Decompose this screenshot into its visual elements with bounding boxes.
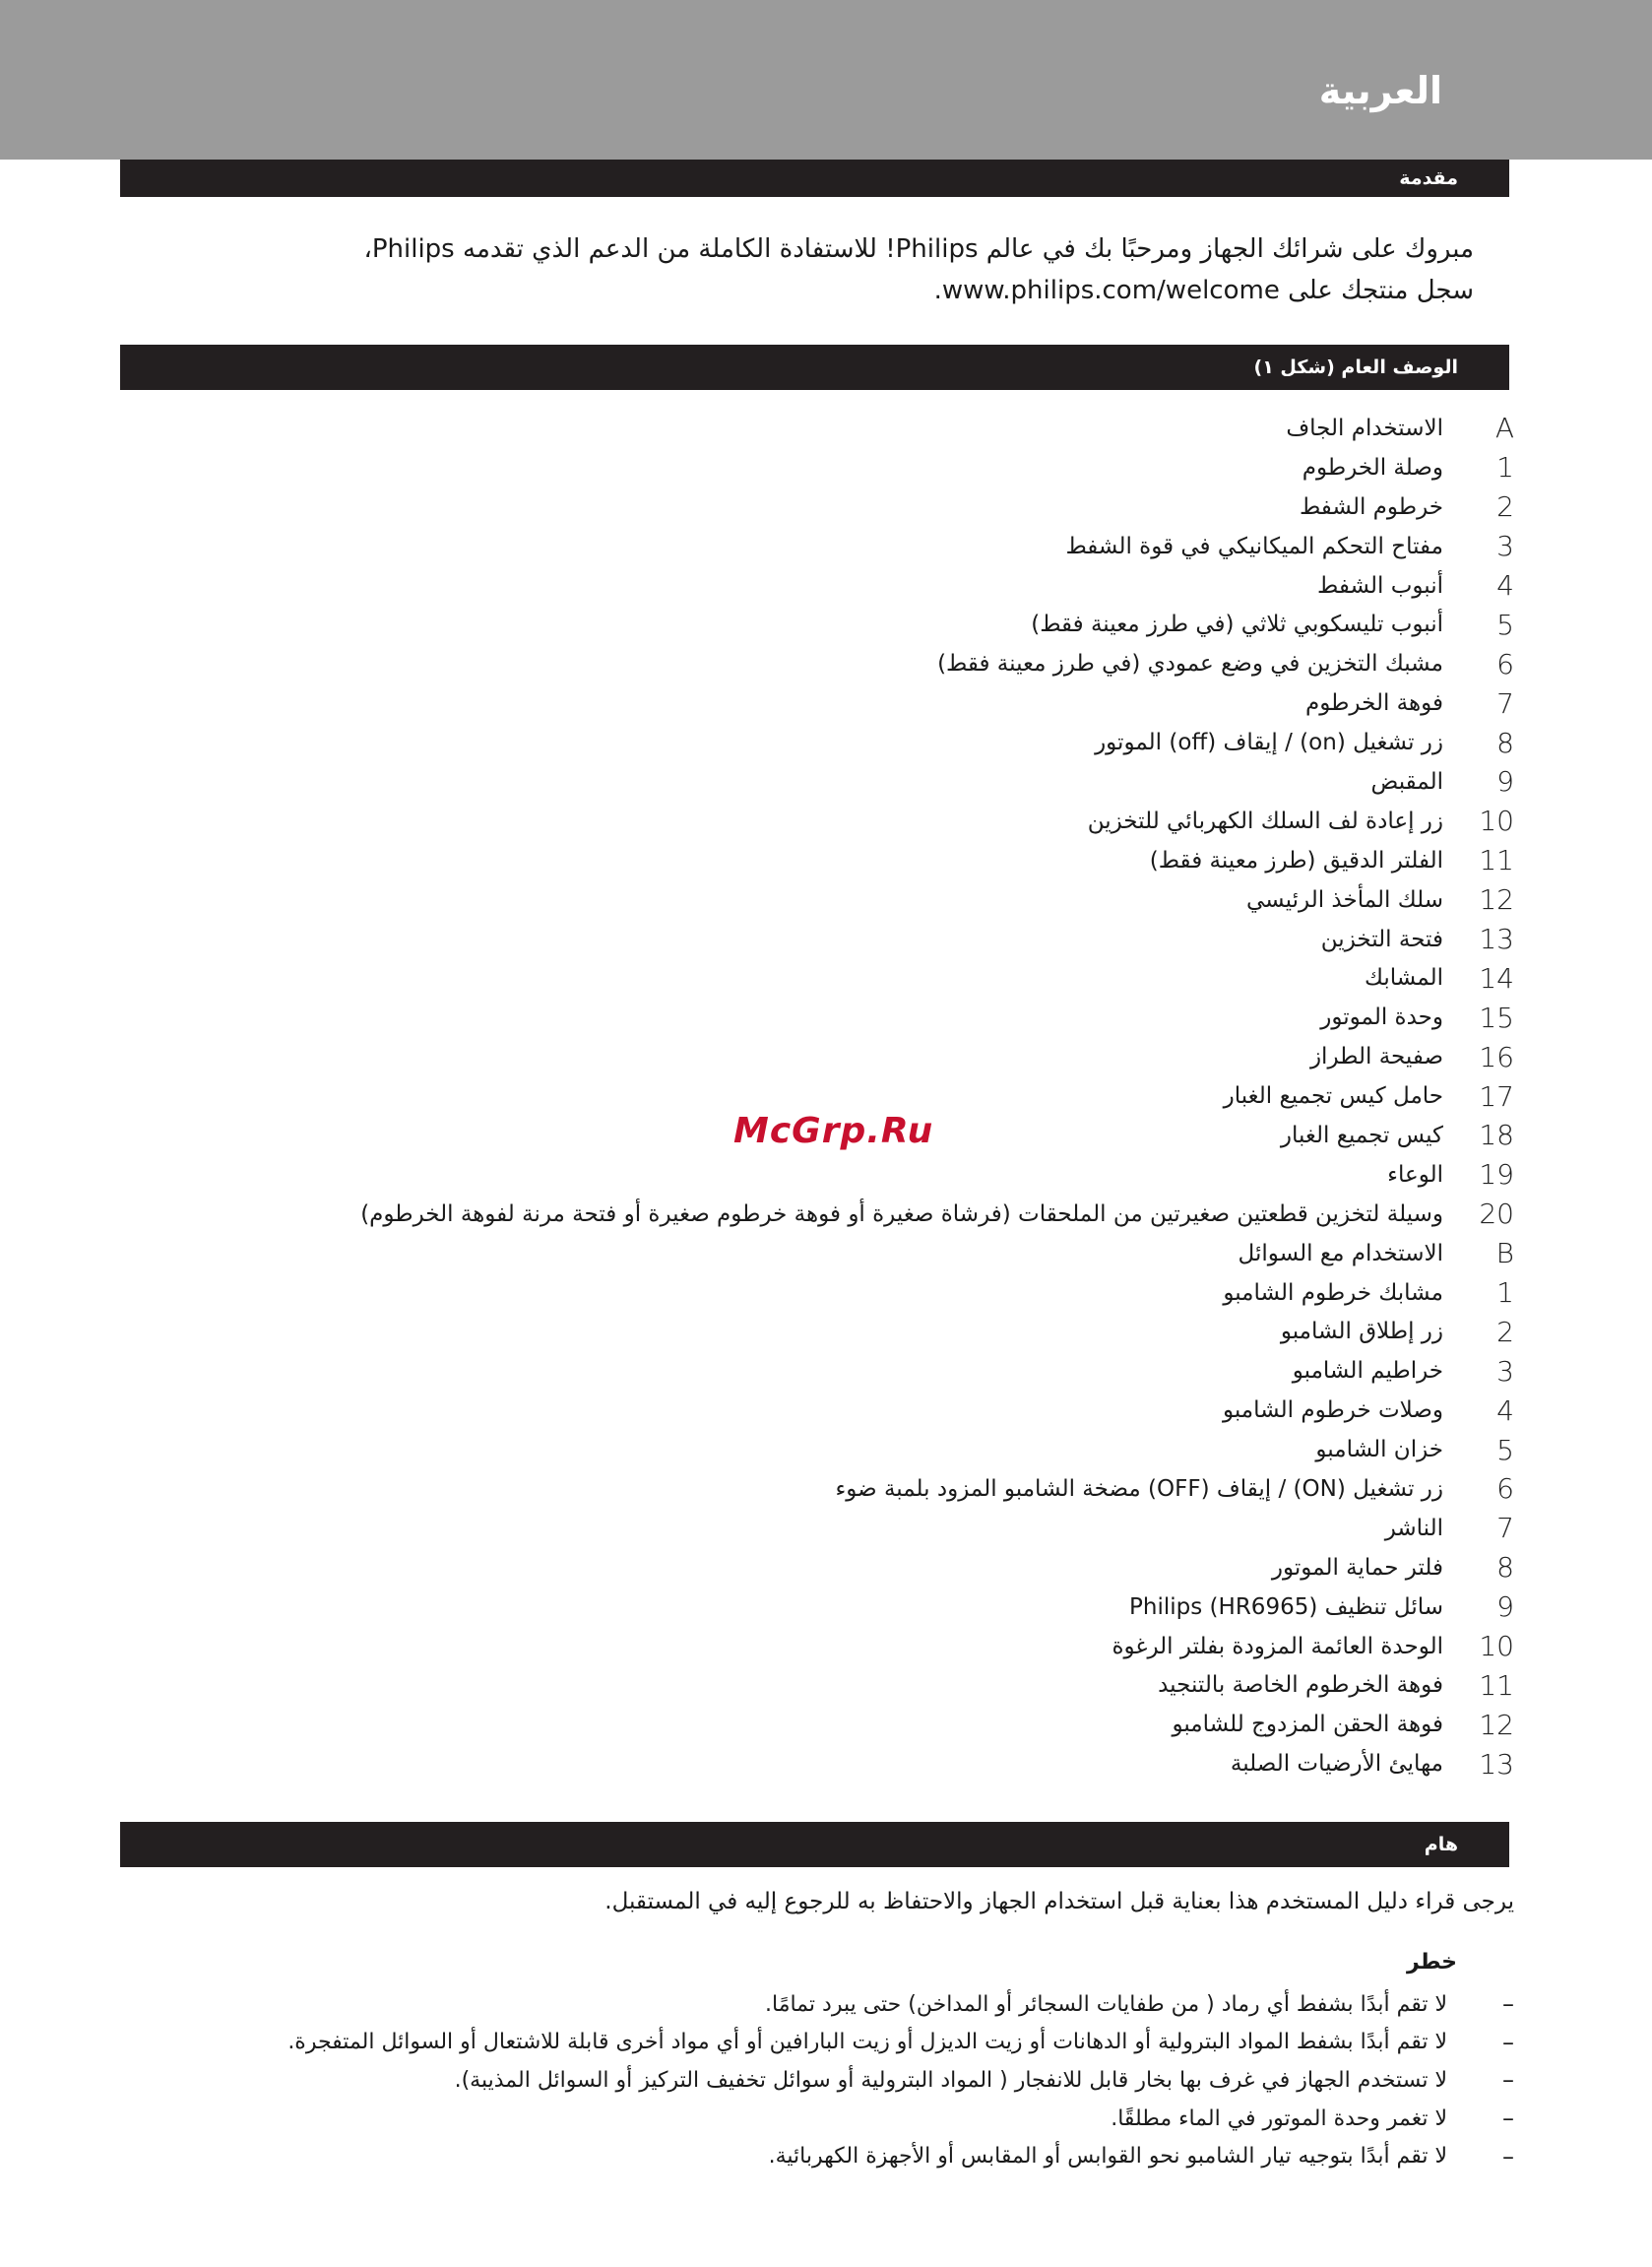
item-number: 12 [1479, 883, 1514, 917]
list-item [256, 1391, 1514, 1430]
list-item [256, 762, 1514, 802]
item-text: أنبوب تليسكوبي ثلاثي (في طرز معينة فقط) [1031, 612, 1443, 638]
list-item [256, 566, 1514, 606]
item-number: 1 [1496, 1276, 1514, 1310]
item-number: 20 [1479, 1198, 1514, 1231]
list-item [256, 448, 1514, 487]
item-text: فلتر حماية الموتور [1271, 1554, 1443, 1581]
danger-text: لا تقم أبدًا بشفط أي رماد ( من طفايات السجائر أو المداخن) حتى يبرد تمامًا. [765, 1991, 1447, 2017]
danger-title: خطر [1407, 1950, 1457, 1975]
item-number: 4 [1496, 569, 1514, 602]
list-item [256, 1666, 1514, 1706]
list-item [256, 958, 1514, 998]
section-header-general-description [120, 345, 1509, 390]
item-text: زر إعادة لف السلك الكهربائي للتخزين [1087, 808, 1443, 834]
item-number: 15 [1479, 1001, 1514, 1034]
item-number: 19 [1479, 1158, 1514, 1192]
list-item [256, 1705, 1514, 1744]
item-number: 18 [1479, 1119, 1514, 1152]
item-text: فوهة الحقن المزدوج للشامبو [1172, 1712, 1443, 1738]
item-text: زر إطلاق الشامبو [1280, 1319, 1443, 1345]
item-text: كيس تجميع الغبار [1280, 1122, 1443, 1148]
list-item [256, 487, 1514, 527]
dash-bullet: – [1502, 2066, 1514, 2095]
list-item [256, 880, 1514, 920]
dash-bullet: – [1502, 2105, 1514, 2133]
list-item [256, 1744, 1514, 1783]
item-number: 9 [1496, 765, 1514, 799]
list-item [256, 1037, 1514, 1076]
danger-item [138, 2137, 1514, 2175]
item-number: 6 [1496, 1472, 1514, 1506]
item-number: 6 [1496, 647, 1514, 680]
item-text: سائل تنظيف (HR6965) Philips [1129, 1593, 1443, 1620]
item-number: 4 [1496, 1393, 1514, 1427]
item-number: 8 [1496, 726, 1514, 759]
item-text: زر تشغيل (on) / إيقاف (off) الموتور [1095, 730, 1443, 756]
danger-text: لا تستخدم الجهاز في غرف بها بخار قابل للانفجار ( المواد البترولية أو سوائل تخفيف التركيز أو السوائل المذيبة). [454, 2067, 1447, 2093]
danger-item [138, 2100, 1514, 2138]
item-text: الاستخدام الجاف [1286, 415, 1443, 441]
language-title: العربية [1318, 69, 1442, 112]
item-number: 10 [1479, 1630, 1514, 1663]
item-number: 2 [1496, 490, 1514, 524]
item-number: 11 [1479, 1668, 1514, 1702]
list-item [256, 683, 1514, 723]
item-number: 16 [1479, 1040, 1514, 1073]
list-item [256, 1312, 1514, 1351]
section-header-intro [120, 160, 1509, 197]
danger-item [138, 2024, 1514, 2062]
item-text: مهايئ الأرضيات الصلبة [1230, 1751, 1443, 1778]
intro-title: مقدمة [1399, 167, 1458, 189]
list-item [256, 1351, 1514, 1391]
item-number: 14 [1479, 961, 1514, 995]
list-item [256, 841, 1514, 880]
list-item [256, 998, 1514, 1037]
list-item [256, 1430, 1514, 1469]
list-item [256, 920, 1514, 959]
item-text: وصلة الخرطوم [1302, 454, 1443, 481]
list-item [256, 1587, 1514, 1627]
item-text: وسيلة لتخزين قطعتين صغيرتين من الملحقات (فرشاة صغيرة أو فوهة خرطوم صغيرة أو فتحة مرنة لفوهة الخرطوم) [360, 1200, 1443, 1227]
list-item [256, 527, 1514, 566]
list-item [256, 1155, 1514, 1195]
item-number: 17 [1479, 1079, 1514, 1113]
danger-text: لا تغمر وحدة الموتور في الماء مطلقًا. [1111, 2105, 1447, 2131]
list-item [256, 605, 1514, 644]
danger-text: لا تقم أبدًا بتوجيه تيار الشامبو نحو القوابس أو المقابس أو الأجهزة الكهربائية. [768, 2144, 1447, 2170]
danger-item [138, 1985, 1514, 2024]
item-number: 8 [1496, 1551, 1514, 1585]
parts-list [256, 409, 1514, 1783]
item-number: 9 [1496, 1590, 1514, 1624]
item-text: فوهة الخرطوم الخاصة بالتنجيد [1158, 1672, 1443, 1699]
important-title: هام [1424, 1834, 1458, 1855]
item-number: 11 [1479, 844, 1514, 877]
list-item [256, 1469, 1514, 1509]
watermark: McGrp.Ru [733, 1111, 934, 1151]
item-text: حامل كيس تجميع الغبار [1223, 1083, 1443, 1110]
item-number: A [1494, 412, 1514, 445]
item-text: مشبك التخزين في وضع عمودي (في طرز معينة فقط) [937, 651, 1443, 678]
dash-bullet: – [1502, 1990, 1514, 2019]
danger-text: لا تقم أبدًا بشفط المواد البترولية أو الدهانات أو زيت الديزل أو زيت البارافين أو أي مواد أخرى قابلة للاشتعال أو السوائل المتفجرة. [287, 2030, 1447, 2055]
item-number: 1 [1496, 451, 1514, 485]
item-number: 7 [1496, 1512, 1514, 1545]
danger-list [138, 1985, 1514, 2175]
item-text: فوهة الخرطوم [1304, 690, 1443, 717]
important-paragraph: يرجى قراء دليل المستخدم هذا بعناية قبل استخدام الجهاز والاحتفاظ به للرجوع إليه في المستقبل. [604, 1889, 1514, 1914]
dash-bullet: – [1502, 2028, 1514, 2056]
item-text: خزان الشامبو [1315, 1437, 1443, 1463]
item-text: أنبوب الشفط [1317, 572, 1443, 599]
item-text: خراطيم الشامبو [1292, 1358, 1443, 1385]
item-text: خرطوم الشفط [1299, 493, 1443, 520]
list-item [256, 723, 1514, 762]
item-number: 13 [1479, 923, 1514, 956]
item-text: مفتاح التحكم الميكانيكي في قوة الشفط [1065, 533, 1443, 559]
item-number: B [1495, 1237, 1514, 1270]
item-text: الفلتر الدقيق (طرز معينة فقط) [1149, 847, 1443, 874]
list-item [256, 1273, 1514, 1313]
item-number: 3 [1496, 530, 1514, 563]
list-item [256, 802, 1514, 841]
item-text: الاستخدام مع السوائل [1238, 1240, 1443, 1266]
intro-paragraph: مبروك على شرائك الجهاز ومرحبًا بك في عالم Philips! للاستفادة الكاملة من الدعم الذي تقدمه Philips، سجل منتجك على www.philips.com/welcome. [363, 234, 1474, 305]
item-text: المقبض [1370, 768, 1443, 795]
item-text: الوعاء [1387, 1161, 1443, 1188]
list-item [256, 1234, 1514, 1273]
item-number: 5 [1496, 1433, 1514, 1466]
item-text: الناشر [1384, 1515, 1443, 1541]
list-item [256, 409, 1514, 448]
list-item [256, 1509, 1514, 1548]
item-number: 5 [1496, 608, 1514, 641]
list-item [256, 1627, 1514, 1666]
danger-item [138, 2061, 1514, 2100]
item-text: مشابك خرطوم الشامبو [1223, 1279, 1443, 1306]
item-number: 13 [1479, 1747, 1514, 1781]
item-text: صفيحة الطراز [1309, 1044, 1443, 1070]
item-number: 10 [1479, 805, 1514, 838]
item-text: وصلات خرطوم الشامبو [1222, 1397, 1443, 1424]
item-text: وحدة الموتور [1320, 1004, 1443, 1031]
item-number: 2 [1496, 1315, 1514, 1348]
item-text: فتحة التخزين [1320, 926, 1443, 952]
general-description-title: الوصف العام (شكل ١) [1253, 356, 1458, 378]
dash-bullet: – [1502, 2142, 1514, 2170]
section-header-important [120, 1822, 1509, 1867]
list-item [256, 1548, 1514, 1587]
item-number: 12 [1479, 1708, 1514, 1741]
list-item [256, 1195, 1514, 1234]
item-text: زر تشغيل (ON) / إيقاف (OFF) مضخة الشامبو المزود بلمبة ضوء [835, 1475, 1443, 1502]
language-banner [0, 0, 1652, 160]
item-text: الوحدة العائمة المزودة بفلتر الرغوة [1112, 1633, 1443, 1659]
item-number: 7 [1496, 686, 1514, 720]
list-item [256, 644, 1514, 683]
item-text: سلك المأخذ الرئيسي [1245, 886, 1443, 913]
item-number: 3 [1496, 1354, 1514, 1388]
item-text: المشابك [1364, 965, 1443, 992]
